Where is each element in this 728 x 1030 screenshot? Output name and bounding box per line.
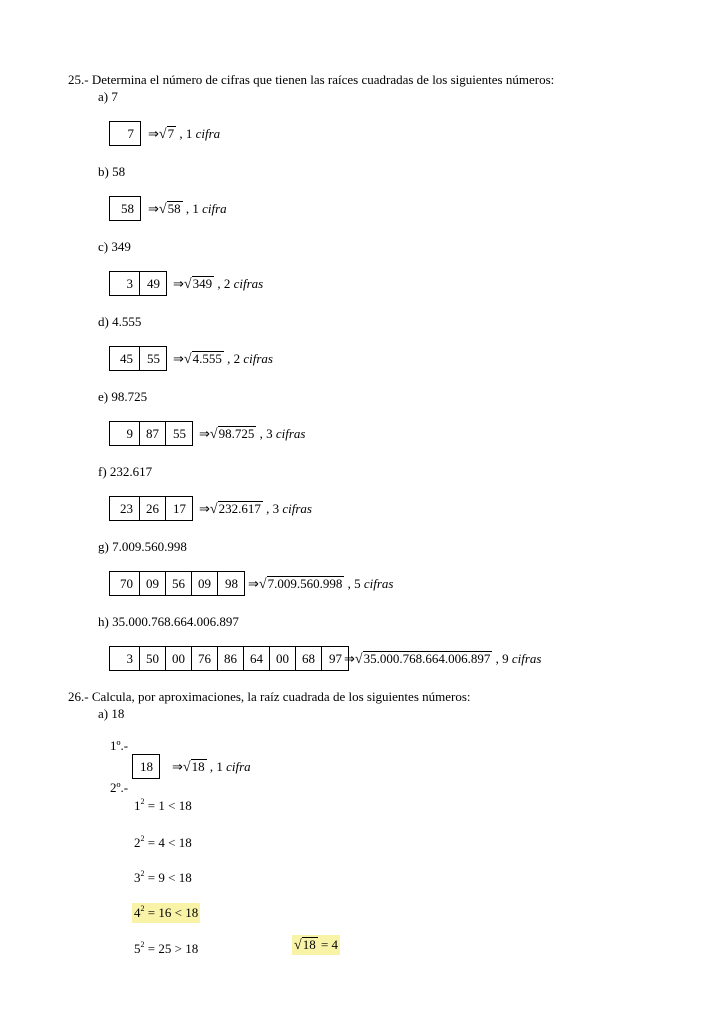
step-label: 1º.- [110, 738, 129, 753]
digit-groups [109, 196, 141, 221]
digit-group-cell: 70 [110, 572, 140, 595]
item-label: h) 35.000.768.664.006.897 [98, 614, 239, 629]
item-label: a) 18 [98, 706, 125, 721]
digit-groups [109, 121, 141, 146]
root-symbol: √ [158, 127, 167, 142]
root-result: ⇒√349 , 2 cifras [173, 276, 264, 292]
digit-group-cell: 76 [192, 647, 218, 670]
item-label: e) 98.725 [98, 389, 148, 404]
root-result: ⇒√18 , 1 cifra [172, 759, 251, 775]
digit-group-cell: 97 [329, 651, 342, 666]
digit-group-cell: 23 [110, 497, 140, 520]
digit-group-cell: 26 [140, 497, 166, 520]
digit-group-cell: 58 [121, 201, 134, 216]
digit-group-cell: 17 [173, 501, 186, 516]
power-row: $3^2 = 9 < 18$ [134, 869, 192, 885]
implies-symbol: ⇒ [148, 126, 159, 141]
root-result: ⇒√7.009.560.998 , 5 cifras [248, 576, 394, 592]
digit-group-cell: 98 [225, 576, 238, 591]
digit-group-cell: 64 [244, 647, 270, 670]
digit-group-cell: 56 [166, 572, 192, 595]
root-result: ⇒√98.725 , 3 cifras [199, 426, 306, 442]
item-label: f) 232.617 [98, 464, 153, 479]
digit-group-cell: 7 [127, 126, 134, 141]
step-label: 2º.- [110, 780, 129, 795]
digit-group-cell: 00 [270, 647, 296, 670]
digit-groups [132, 754, 160, 779]
item-label: d) 4.555 [98, 314, 142, 329]
digit-group-cell: 50 [140, 647, 166, 670]
q26-title: 26.- Calcula, por aproximaciones, la raíz cuadrada de los siguientes números: [68, 689, 471, 704]
digit-group-cell: 09 [192, 572, 218, 595]
digit-groups [109, 421, 193, 446]
radicand: 7 [167, 126, 175, 141]
digit-group-cell: 86 [218, 647, 244, 670]
answer-highlighted: √18 = 4 [294, 937, 339, 953]
digit-group-cell: 9 [110, 422, 140, 445]
digit-group-cell: 55 [147, 351, 160, 366]
item-label: g) 7.009.560.998 [98, 539, 187, 554]
digit-groups [109, 271, 167, 296]
root-result: ⇒√35.000.768.664.006.897 , 9 cifras [344, 651, 542, 667]
power-row: $1^2 = 1 < 18$ [134, 797, 192, 813]
root-result: ⇒√58 , 1 cifra [148, 201, 227, 217]
digit-group-cell: 09 [140, 572, 166, 595]
item-label: c) 349 [98, 239, 131, 254]
digit-group-cell: 18 [140, 759, 153, 774]
digit-group-cell: 45 [110, 347, 140, 370]
digit-groups [109, 571, 245, 596]
digit-count: 1 [185, 126, 193, 141]
digit-group-cell: 68 [296, 647, 322, 670]
digit-group-cell: 00 [166, 647, 192, 670]
item-label: b) 58 [98, 164, 126, 179]
root-result: ⇒√4.555 , 2 cifras [173, 351, 273, 367]
digit-group-cell: 87 [140, 422, 166, 445]
digit-group-cell: 3 [110, 272, 140, 295]
power-row-highlighted: $4^2 = 16 < 18$ [132, 904, 200, 921]
power-row: $5^2 = 25 > 18$ [134, 940, 199, 956]
root-result: ⇒√232.617 , 3 cifras [199, 501, 312, 517]
digit-unit: cifra [195, 126, 221, 141]
digit-groups [109, 646, 349, 671]
item-label: a) 7 [98, 89, 118, 104]
digit-group-cell: 3 [110, 647, 140, 670]
root-result: ⇒√7 , 1 cifra [148, 126, 221, 142]
digit-group-cell: 55 [173, 426, 186, 441]
digit-groups [109, 346, 167, 371]
digit-group-cell: 49 [147, 276, 160, 291]
digit-groups [109, 496, 193, 521]
power-row: $2^2 = 4 < 18$ [134, 834, 192, 850]
q25-title: 25.- Determina el número de cifras que tienen las raíces cuadradas de los siguientes números: [68, 72, 555, 87]
